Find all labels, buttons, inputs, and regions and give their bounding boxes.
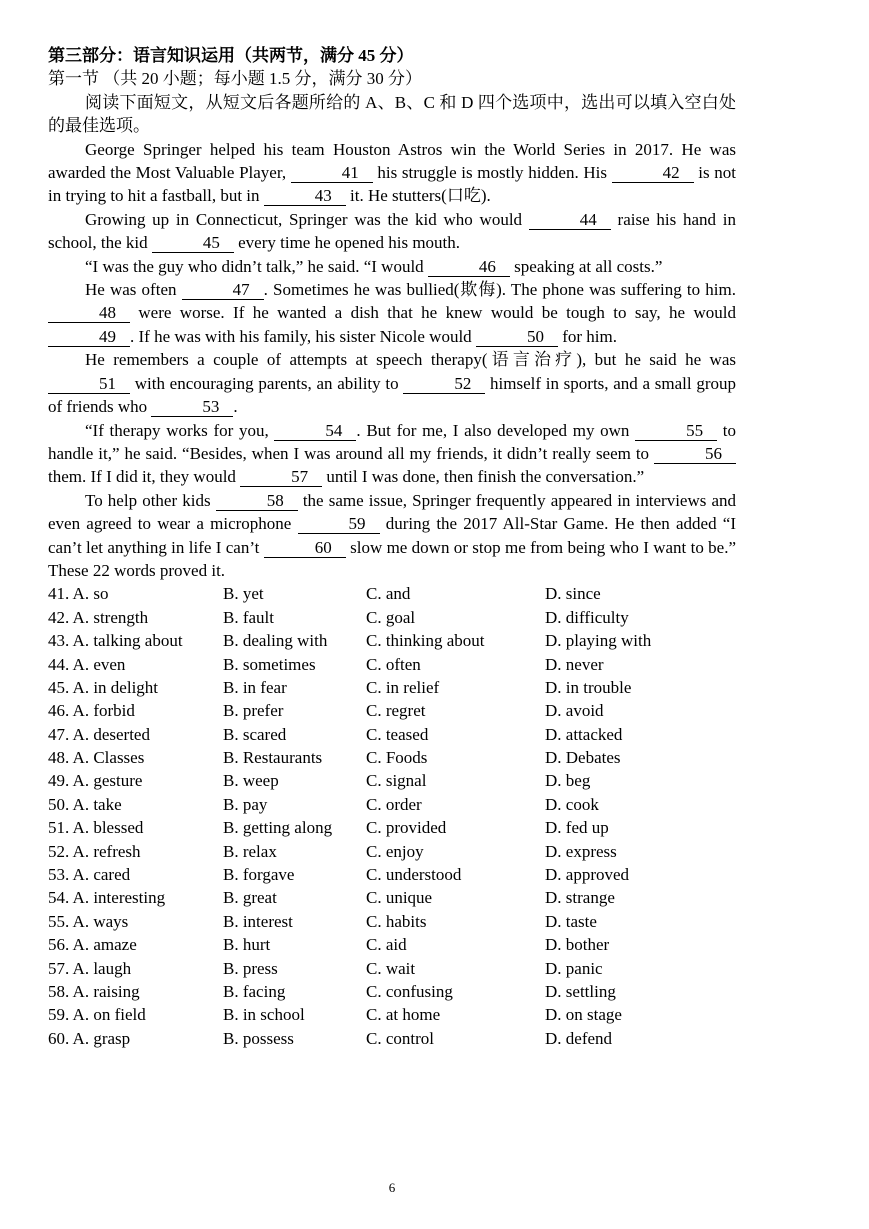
option-45-B: B. in fear xyxy=(223,677,287,697)
option-57-B: B. press xyxy=(223,958,278,978)
option-51-A: 51. A. blessed xyxy=(48,818,144,838)
option-57-C: C. wait xyxy=(366,958,416,978)
answer-blank-42: 42 xyxy=(612,163,694,183)
option-45-C: C. in relief xyxy=(366,677,440,697)
option-55-B: B. interest xyxy=(223,911,293,931)
option-43-B: B. dealing with xyxy=(223,631,328,651)
option-45-D: D. in trouble xyxy=(545,677,632,697)
option-43-A: 43. A. talking about xyxy=(48,631,183,651)
option-58-C: C. confusing xyxy=(366,981,453,1001)
answer-blank-50: 50 xyxy=(476,327,558,347)
option-49-C: C. signal xyxy=(366,771,427,791)
option-49-A: 49. A. gesture xyxy=(48,771,143,791)
answer-blank-45: 45 xyxy=(152,233,234,253)
option-46-B: B. prefer xyxy=(223,701,284,721)
option-42-B: B. fault xyxy=(223,607,274,627)
option-53-B: B. forgave xyxy=(223,865,295,885)
option-51-D: D. fed up xyxy=(545,818,609,838)
option-47-D: D. attacked xyxy=(545,724,623,744)
option-row-57 xyxy=(48,957,736,980)
option-52-B: B. relax xyxy=(223,841,277,861)
option-55-A: 55. A. ways xyxy=(48,911,129,931)
passage-paragraph: “I was the guy who didn’t talk,” he said. “I would 46 speaking at all costs.” xyxy=(85,256,663,276)
option-56-C: C. aid xyxy=(366,935,407,955)
option-50-A: 50. A. take xyxy=(48,794,122,814)
passage-paragraph: To help other kids 58 the same issue, Springer frequently appeared in interviews and even agreed to wear a microphone 59 during the 2017 All-Star Game. He then added “I can’t let anything in life I can’t 60 slow me down or stop me from being who I want to be.” These 22 words proved it. xyxy=(48,490,737,580)
option-60-A: 60. A. grasp xyxy=(48,1028,131,1048)
option-55-C: C. habits xyxy=(366,911,427,931)
option-54-A: 54. A. interesting xyxy=(48,888,166,908)
option-44-B: B. sometimes xyxy=(223,654,316,674)
option-46-C: C. regret xyxy=(366,701,426,721)
answer-blank-55: 55 xyxy=(635,421,717,441)
option-53-A: 53. A. cared xyxy=(48,865,131,885)
option-50-C: C. order xyxy=(366,794,422,814)
option-60-D: D. defend xyxy=(545,1028,613,1048)
answer-blank-59: 59 xyxy=(298,514,380,534)
section-title: 第一节 （共 20 小题；每小题 1.5 分，满分 30 分） xyxy=(48,69,422,89)
option-58-D: D. settling xyxy=(545,981,616,1001)
option-50-D: D. cook xyxy=(545,794,599,814)
option-51-B: B. getting along xyxy=(223,818,333,838)
option-47-B: B. scared xyxy=(223,724,287,744)
option-53-C: C. understood xyxy=(366,865,462,885)
option-row-42 xyxy=(48,606,736,629)
passage-paragraph: “If therapy works for you, 54 . But for me, I also developed my own 55 to handle it,” he said. “Besides, when I was around all my friends, it didn’t really seem to 56 them. If I did it, they would 57 until I was done, then finish the conversation.” xyxy=(48,420,736,487)
answer-blank-41: 41 xyxy=(291,163,373,183)
option-55-D: D. taste xyxy=(545,911,597,931)
option-47-A: 47. A. deserted xyxy=(48,724,150,744)
answer-blank-57: 57 xyxy=(240,467,322,487)
option-42-A: 42. A. strength xyxy=(48,607,149,627)
option-row-51 xyxy=(48,816,736,839)
option-60-B: B. possess xyxy=(223,1028,294,1048)
option-48-A: 48. A. Classes xyxy=(48,748,145,768)
option-42-C: C. goal xyxy=(366,607,416,627)
option-row-44 xyxy=(48,653,736,676)
answer-blank-43: 43 xyxy=(264,186,346,206)
answer-blank-58: 58 xyxy=(216,491,298,511)
option-56-D: D. bother xyxy=(545,935,610,955)
answer-blank-47: 47 xyxy=(182,280,264,300)
option-52-A: 52. A. refresh xyxy=(48,841,141,861)
page-number: 6 xyxy=(388,1180,396,1195)
answer-blank-48: 48 xyxy=(48,303,130,323)
option-57-A: 57. A. laugh xyxy=(48,958,132,978)
option-47-C: C. teased xyxy=(366,724,429,744)
option-43-D: D. playing with xyxy=(545,631,652,651)
option-row-43 xyxy=(48,629,736,652)
option-48-C: C. Foods xyxy=(366,748,428,768)
part-title: 第三部分：语言知识运用（共两节，满分 45 分） xyxy=(48,46,414,65)
passage-paragraph: Growing up in Connecticut, Springer was the kid who would 44 raise his hand in school, the kid 45 every time he opened his mouth. xyxy=(48,209,736,253)
option-57-D: D. panic xyxy=(545,958,603,978)
option-44-D: D. never xyxy=(545,654,604,674)
option-46-D: D. avoid xyxy=(545,701,604,721)
option-41-A: 41. A. so xyxy=(48,584,109,604)
option-row-56 xyxy=(48,933,736,956)
option-row-48 xyxy=(48,746,736,769)
option-56-B: B. hurt xyxy=(223,935,271,955)
option-58-A: 58. A. raising xyxy=(48,981,140,1001)
option-41-B: B. yet xyxy=(223,584,264,604)
answer-blank-54: 54 xyxy=(274,421,356,441)
passage-paragraph: George Springer helped his team Houston Astros win the World Series in 2017. He was awarded the Most Valuable Player, 41 his struggle is mostly hidden. His 42 is not in trying to hit a fastball, but in 43 it. He stutters(口吃). xyxy=(48,139,737,206)
option-43-C: C. thinking about xyxy=(366,631,485,651)
answer-blank-51: 51 xyxy=(48,374,130,394)
option-54-C: C. unique xyxy=(366,888,433,908)
option-59-D: D. on stage xyxy=(545,1005,622,1025)
option-row-45 xyxy=(48,676,736,699)
option-52-C: C. enjoy xyxy=(366,841,424,861)
option-53-D: D. approved xyxy=(545,865,630,885)
option-48-B: B. Restaurants xyxy=(223,748,323,768)
option-44-A: 44. A. even xyxy=(48,654,126,674)
option-59-C: C. at home xyxy=(366,1005,441,1025)
option-59-A: 59. A. on field xyxy=(48,1005,146,1025)
options-table xyxy=(48,582,736,1050)
answer-blank-56: 56 xyxy=(654,444,736,464)
instruction-text: 阅读下面短文，从短文后各题所给的 A、B、C 和 D 四个选项中，选出可以填入空白处的最佳选项。 xyxy=(48,92,736,136)
option-row-52 xyxy=(48,840,736,863)
option-48-D: D. Debates xyxy=(545,748,621,768)
passage xyxy=(48,138,736,583)
option-row-41 xyxy=(48,582,736,605)
answer-blank-46: 46 xyxy=(428,257,510,277)
option-row-58 xyxy=(48,980,736,1003)
option-52-D: D. express xyxy=(545,841,617,861)
option-row-47 xyxy=(48,723,736,746)
answer-blank-53: 53 xyxy=(151,397,233,417)
option-51-C: C. provided xyxy=(366,818,447,838)
option-59-B: B. in school xyxy=(223,1005,305,1025)
option-row-53 xyxy=(48,863,736,886)
option-49-D: D. beg xyxy=(545,771,591,791)
passage-paragraph: He remembers a couple of attempts at speech therapy(语言治疗), but he said he was 51 with encouraging parents, an ability to 52 himself in sports, and a small group of friends who 53 . xyxy=(48,350,736,417)
passage-paragraph: He was often 47 . Sometimes he was bullied(欺侮). The phone was suffering to him. 48 were worse. If he wanted a dish that he knew would be tough to say, he would 49 . If he was with his family, his sister Nicole would 50 for him. xyxy=(48,278,736,348)
option-45-A: 45. A. in delight xyxy=(48,677,159,697)
option-row-49 xyxy=(48,769,736,792)
option-row-50 xyxy=(48,793,736,816)
option-42-D: D. difficulty xyxy=(545,607,629,627)
option-58-B: B. facing xyxy=(223,981,286,1001)
option-54-D: D. strange xyxy=(545,888,615,908)
option-60-C: C. control xyxy=(366,1028,434,1048)
page-content xyxy=(48,44,736,1050)
option-56-A: 56. A. amaze xyxy=(48,935,137,955)
answer-blank-52: 52 xyxy=(403,374,485,394)
answer-blank-60: 60 xyxy=(264,538,346,558)
answer-blank-49: 49 xyxy=(48,327,130,347)
option-row-55 xyxy=(48,910,736,933)
option-row-54 xyxy=(48,886,736,909)
option-41-D: D. since xyxy=(545,584,601,604)
option-row-46 xyxy=(48,699,736,722)
answer-blank-44: 44 xyxy=(529,210,611,230)
option-54-B: B. great xyxy=(223,888,277,908)
option-row-59 xyxy=(48,1003,736,1026)
option-49-B: B. weep xyxy=(223,771,279,791)
option-46-A: 46. A. forbid xyxy=(48,701,135,721)
option-row-60 xyxy=(48,1027,736,1050)
option-41-C: C. and xyxy=(366,584,411,604)
option-50-B: B. pay xyxy=(223,794,268,814)
option-44-C: C. often xyxy=(366,654,421,674)
